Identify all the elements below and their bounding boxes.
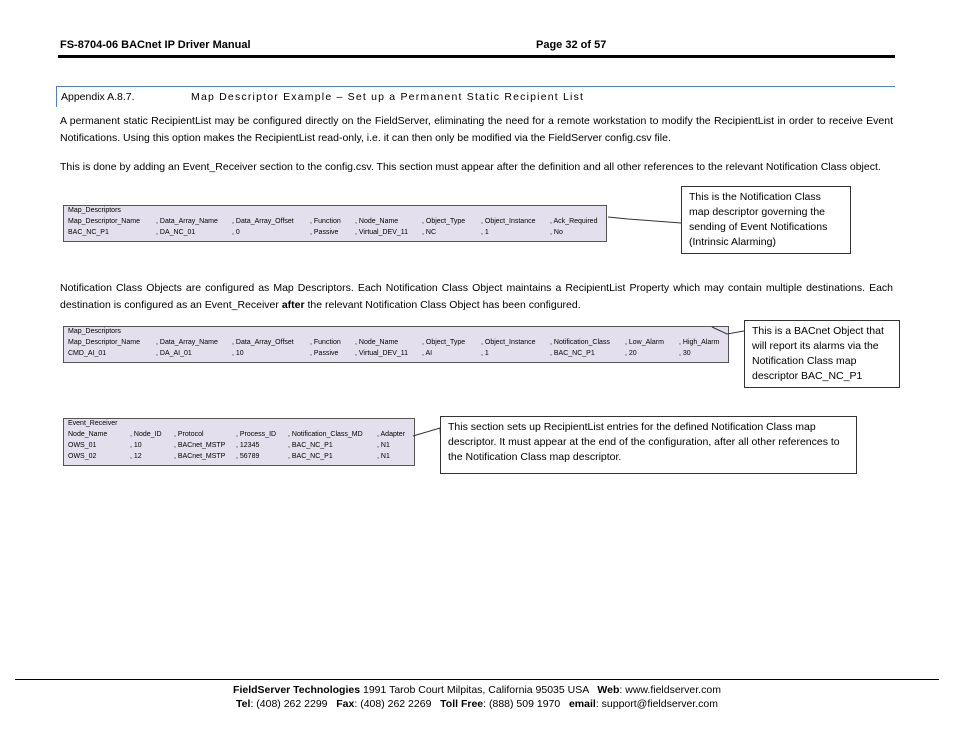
table-cell: , Object_Instance (481, 218, 536, 225)
footer-text: : support@fieldserver.com (595, 698, 718, 710)
footer-contact-line (0, 698, 954, 710)
table-cell: , NC (422, 229, 436, 236)
callout-recipient-list: This section sets up RecipientList entries for the defined Notification Class map descriptor. It must appear at the end of the configuration, after all other references to the Notification Class map descriptor. (440, 416, 857, 474)
paragraph-text: the relevant Notification Class Object has been configured. (304, 299, 581, 311)
table-cell: , Notification_Class_MD (288, 431, 363, 438)
table-cell: Map_Descriptors (68, 207, 121, 214)
table-cell: , AI (422, 350, 433, 357)
table-cell: , DA_AI_01 (156, 350, 192, 357)
table-cell: , Node_Name (355, 339, 399, 346)
table-cell: Map_Descriptor_Name (68, 218, 140, 225)
table-cell: , Object_Type (422, 339, 466, 346)
footer-text: : www.fieldserver.com (619, 684, 721, 696)
table-cell: , Ack_Required (550, 218, 598, 225)
table-cell: OWS_02 (68, 453, 97, 460)
table-cell: , Data_Array_Offset (232, 339, 294, 346)
table-cell: Map_Descriptor_Name (68, 339, 140, 346)
table-cell: , Node_ID (130, 431, 162, 438)
table-cell: , Passive (310, 229, 339, 236)
table-cell: , Object_Type (422, 218, 466, 225)
footer-label: Fax (336, 698, 355, 710)
table-cell: , 10 (130, 442, 142, 449)
section-number: Appendix A.8.7. (61, 91, 135, 103)
paragraph-intro: A permanent static RecipientList may be configured directly on the FieldServer, eliminating the need for a remote workstation to modify the RecipientList in order to receive Event Notifications. Using this option makes the RecipientList read-only, i.e. it can then only be modified via the FieldServer config.csv file. (60, 115, 893, 144)
table-cell: CMD_AI_01 (68, 350, 107, 357)
table-cell: , 10 (232, 350, 244, 357)
table-cell: Map_Descriptors (68, 328, 121, 335)
section-title: Map Descriptor Example – Set up a Permanent Static Recipient List (191, 91, 585, 103)
table-cell: , Process_ID (236, 431, 277, 438)
table-cell: , BAC_NC_P1 (288, 453, 333, 460)
callout1-connector (608, 217, 681, 223)
callout3-connector (413, 428, 441, 444)
table-cell: , High_Alarm (679, 339, 720, 346)
footer-text: : (888) 509 1970 (483, 698, 569, 710)
table-cell: , 56789 (236, 453, 260, 460)
table-cell: , Protocol (174, 431, 204, 438)
table-cell: , BAC_NC_P1 (550, 350, 595, 357)
callout-bacnet-object: This is a BACnet Object that will report its alarms via the Notification Class map descriptor BAC_NC_P1 (744, 320, 900, 388)
table-cell: BAC_NC_P1 (68, 229, 109, 236)
table-cell: Event_Receiver (68, 420, 118, 427)
footer-text: 1991 Tarob Court Milpitas, California 95035 USA (360, 684, 598, 696)
table-cell: , BAC_NC_P1 (288, 442, 333, 449)
paragraph-text: Notification Class Objects are configured as Map Descriptors. Each Notification Class Object maintains a RecipientList Property which may contain multiple destinations. Each destination is configured as an Event_Receiver (60, 282, 893, 311)
footer-text: : (408) 262 2299 (250, 698, 337, 710)
callout2-connector (712, 327, 744, 334)
table-cell: , DA_NC_01 (156, 229, 196, 236)
table-cell: , Notification_Class (550, 339, 610, 346)
table-cell: , 30 (679, 350, 691, 357)
table-cell: , Low_Alarm (625, 339, 664, 346)
footer-label: Web (597, 684, 620, 696)
table-cell: , Virtual_DEV_11 (355, 229, 409, 236)
table-cell: , Adapter (377, 431, 406, 438)
table-cell: , N1 (377, 442, 390, 449)
table-cell: , Data_Array_Offset (232, 218, 294, 225)
table-cell: , Data_Array_Name (156, 339, 218, 346)
table-cell: Node_Name (68, 431, 108, 438)
table-cell: , N1 (377, 453, 390, 460)
footer-label: email (568, 698, 596, 710)
table-cell: , 12345 (236, 442, 260, 449)
table-cell: , 1 (481, 350, 489, 357)
paragraph-event-receiver: This is done by adding an Event_Receiver section to the config.csv. This section must appear after the definition and all other references to the relevant Notification Class object. (60, 161, 881, 173)
document-title: FS-8704-06 BACnet IP Driver Manual (60, 39, 251, 51)
table-cell: , 0 (232, 229, 240, 236)
table-cell: , Virtual_DEV_11 (355, 350, 409, 357)
footer-label: Tel (236, 698, 251, 710)
page-number: Page 32 of 57 (536, 39, 607, 51)
table-cell: , BACnet_MSTP (174, 442, 226, 449)
table-cell: , Passive (310, 350, 339, 357)
table-cell: , 1 (481, 229, 489, 236)
table-cell: , Function (310, 339, 341, 346)
table-cell: OWS_01 (68, 442, 97, 449)
table-cell: , Object_Instance (481, 339, 536, 346)
table-cell: , BACnet_MSTP (174, 453, 226, 460)
table-cell: , Node_Name (355, 218, 399, 225)
table-cell: , 12 (130, 453, 142, 460)
footer-rule (15, 679, 939, 680)
callout-notification-class: This is the Notification Class map descriptor governing the sending of Event Notifications (Intrinsic Alarming) (681, 186, 851, 254)
footer-label: FieldServer Technologies (233, 684, 361, 696)
footer-address-line (0, 684, 954, 696)
table-cell: , Data_Array_Name (156, 218, 218, 225)
table-cell: , 20 (625, 350, 637, 357)
table-cell: , No (550, 229, 563, 236)
footer-label: Toll Free (440, 698, 484, 710)
paragraph-emphasis: after (281, 299, 305, 311)
footer-text: : (408) 262 2269 (354, 698, 441, 710)
table-cell: , Function (310, 218, 341, 225)
